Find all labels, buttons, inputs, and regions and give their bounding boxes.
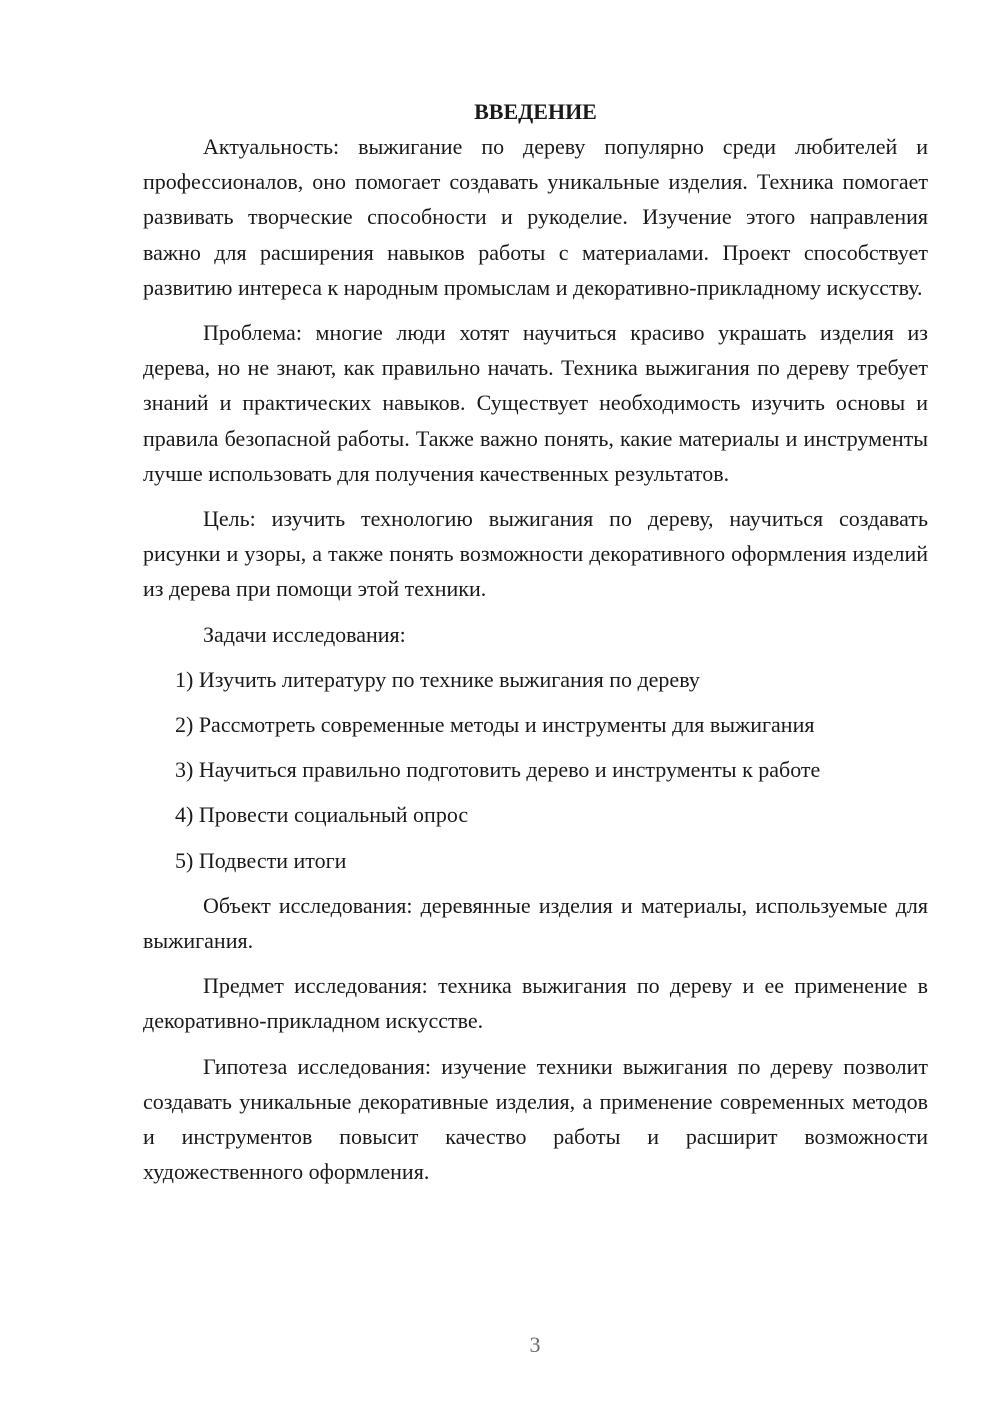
list-item: 1) Изучить литературу по технике выжигания по дереву <box>175 666 700 692</box>
relevance-paragraph: Актуальность: выжигание по дереву популярно среди любителей и профессионалов, оно помогает создавать уникальные изделия. Техника помогает развивать творческие способности и рукоделие. Изучение этого направления важно для расширения навыков работы с материалами. Проект способствует развитию интереса к народным промыслам и декоративно-прикладному искусству. <box>143 134 928 300</box>
goal-paragraph: Цель: изучить технологию выжигания по дереву, научиться создавать рисунки и узоры, а также понять возможности декоративного оформления изделий из дерева при помощи этой техники. <box>143 506 928 602</box>
tasks-title: Задачи исследования: <box>203 621 406 647</box>
list-item: 5) Подвести итоги <box>175 847 347 873</box>
list-item: 2) Рассмотреть современные методы и инструменты для выжигания <box>175 712 815 738</box>
object-paragraph: Объект исследования: деревянные изделия и материалы, используемые для выжигания. <box>143 892 928 954</box>
problem-paragraph: Проблема: многие люди хотят научиться красиво украшать изделия из дерева, но не знают, как правильно начать. Техника выжигания по дереву требует знаний и практических навыков. Существует необходимость изучить основы и правила безопасной работы. Также важно понять, какие материалы и инструменты лучше использовать для получения качественных результатов. <box>143 320 928 486</box>
page-title: ВВЕДЕНИЕ <box>474 99 597 124</box>
document-page <box>143 94 928 1199</box>
page-number: 3 <box>529 1332 541 1357</box>
subject-paragraph: Предмет исследования: техника выжигания по дереву и ее применение в декоративно-прикладном искусстве. <box>143 973 928 1034</box>
tasks-list <box>143 662 928 878</box>
list-item: 4) Провести социальный опрос <box>175 802 469 828</box>
list-item: 3) Научиться правильно подготовить дерево и инструменты к работе <box>175 757 821 783</box>
hypothesis-paragraph: Гипотеза исследования: изучение техники выжигания по дереву позволит создавать уникальные декоративные изделия, а применение современных методов и инструментов повысит качество работы и расширит возможности художественного оформления. <box>143 1053 928 1185</box>
